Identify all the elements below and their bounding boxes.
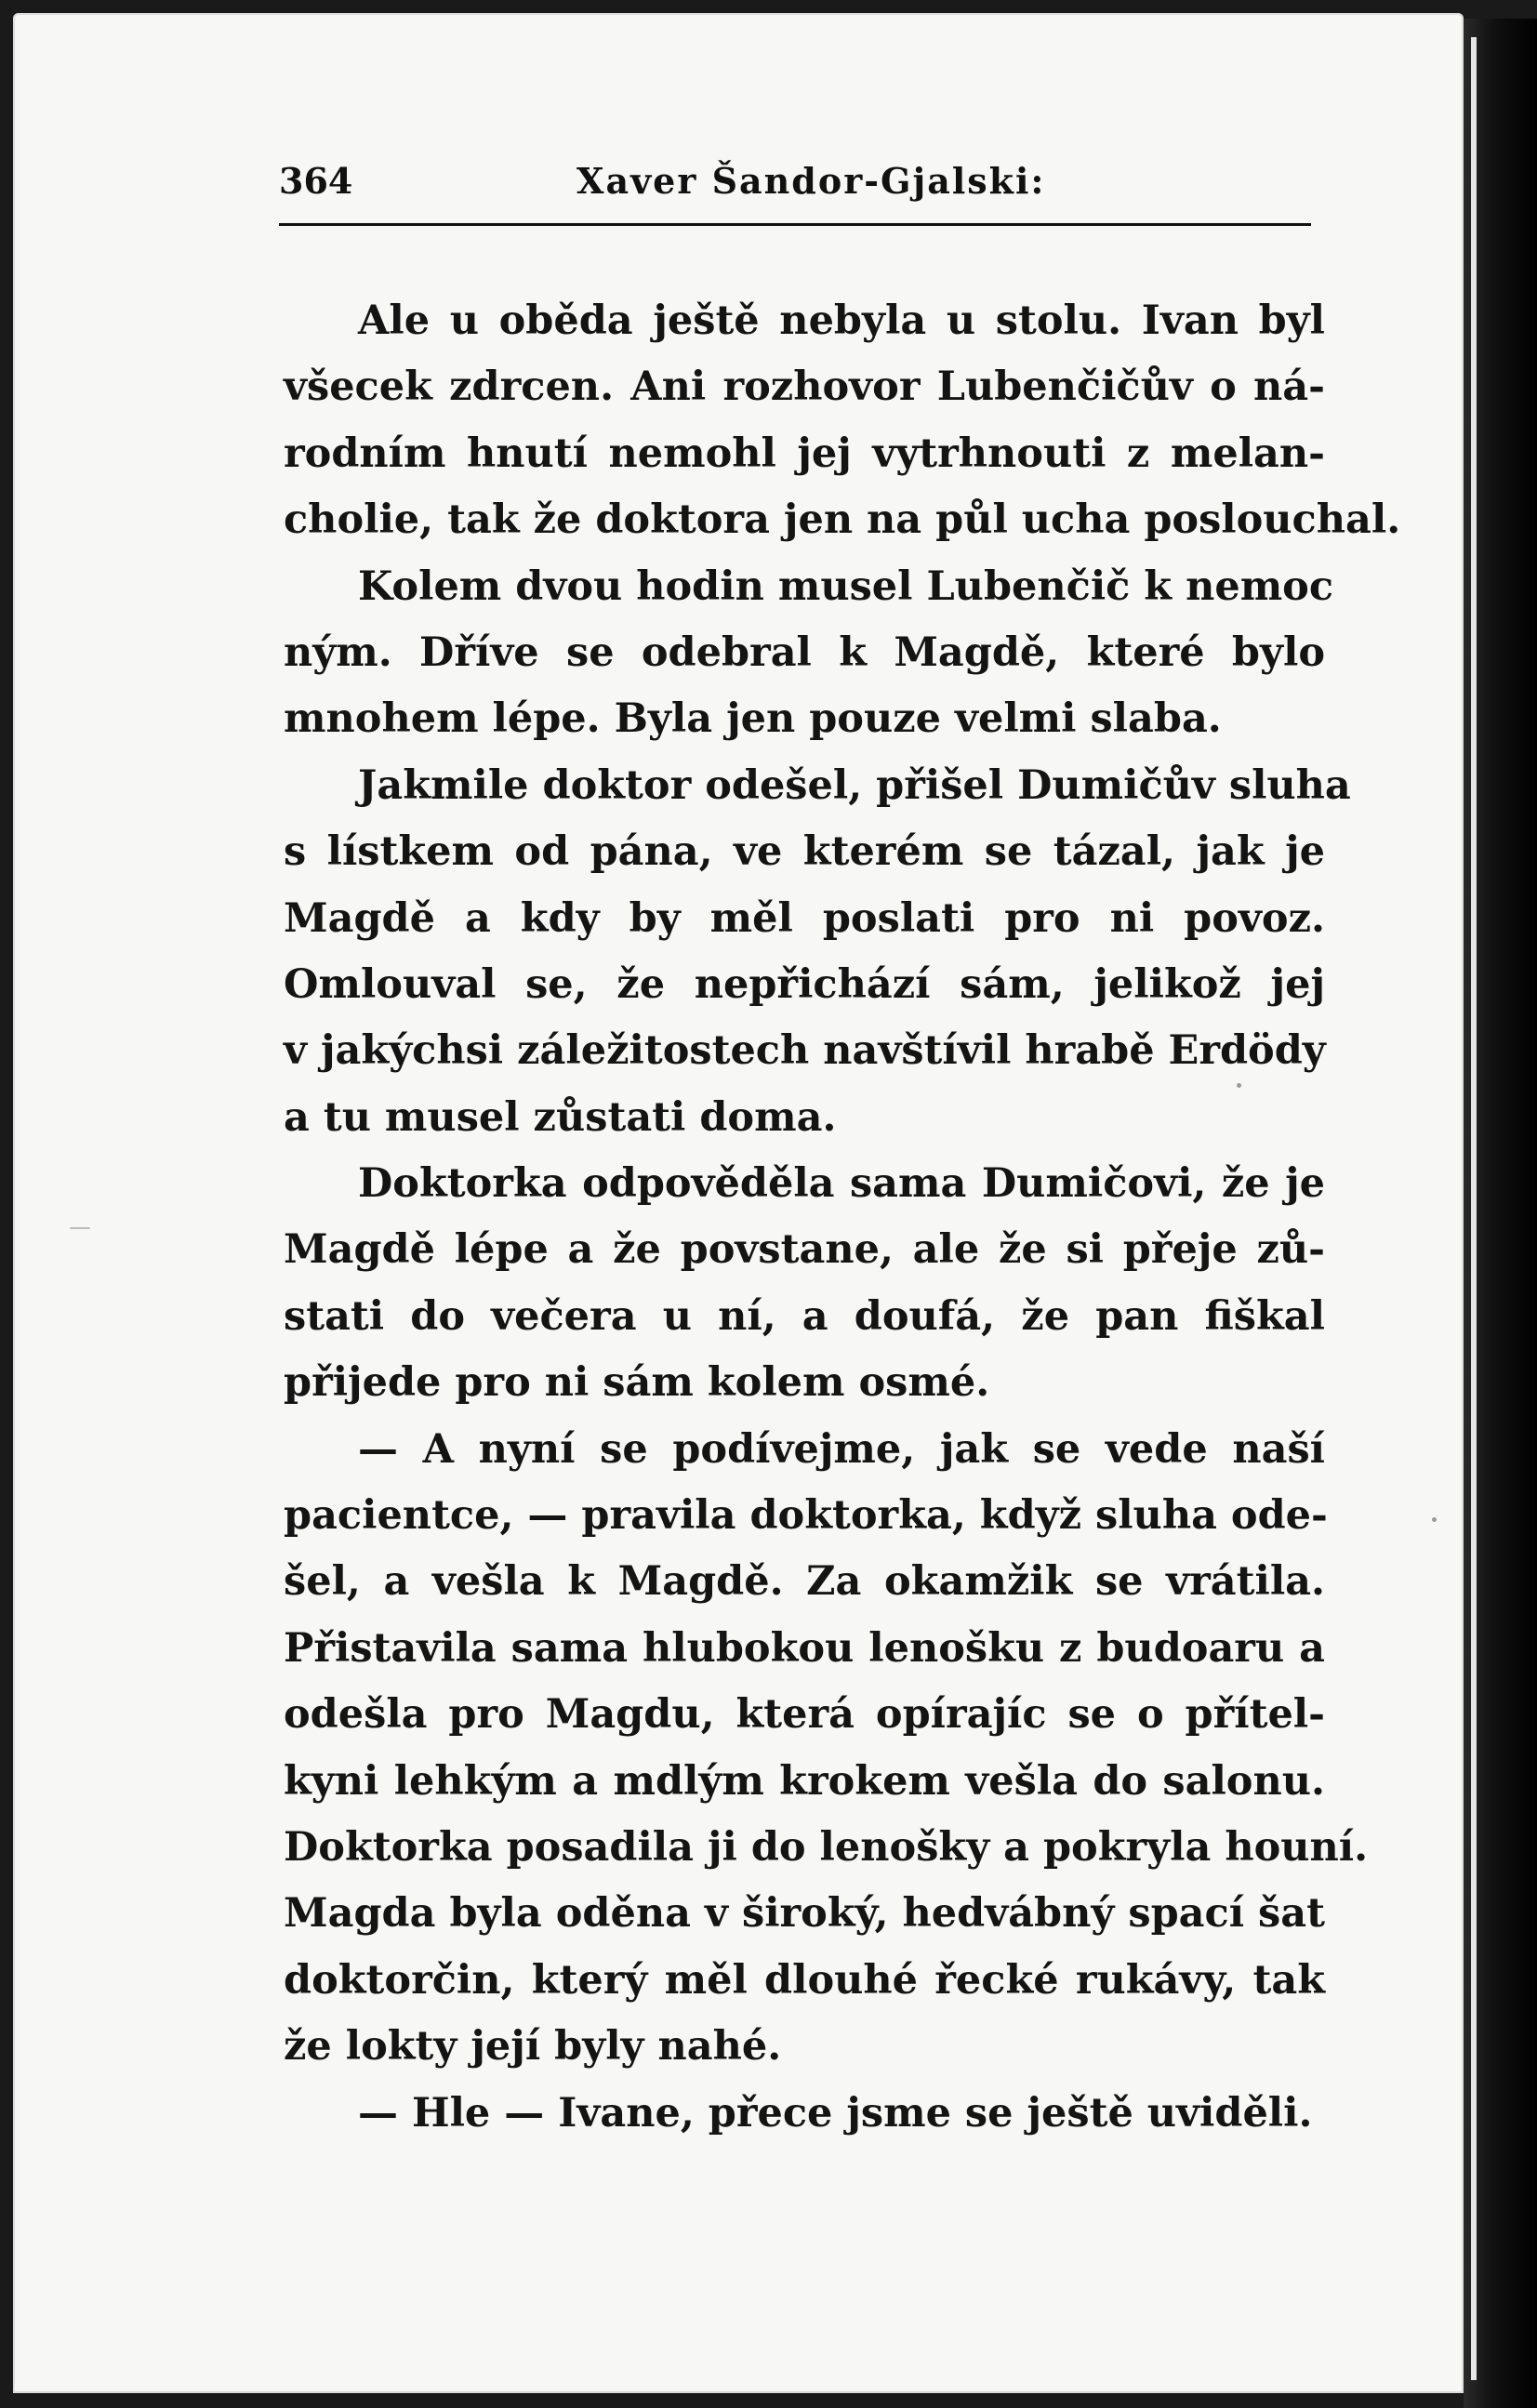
text-line: doktorčin, který měl dlouhé řecké rukávy, tak (284, 1956, 1325, 2004)
text-line: Doktorka odpověděla sama Dumičovi, že je (358, 1160, 1325, 1208)
text-line: Magda byla oděna v široký, hedvábný spací šat (284, 1890, 1325, 1938)
text-line: cholie, tak že doktora jen na půl ucha poslouchal. (284, 496, 1401, 544)
paper-speck (1432, 1517, 1437, 1522)
text-line: Ale u oběda ještě nebyla u stolu. Ivan byl (358, 298, 1325, 344)
page-header (279, 160, 1330, 216)
text-line: přijede pro ni sám kolem osmé. (284, 1359, 990, 1407)
text-line: — Hle — Ivane, přece jsme se ještě uviděli. (358, 2089, 1313, 2137)
text-line: šel, a vešla k Magdě. Za okamžik se vrátila. (284, 1558, 1325, 1606)
text-line: Magdě a kdy by měl poslati pro ni povoz. (284, 894, 1325, 942)
page-number: 364 (279, 160, 353, 202)
text-line: Omlouval se, že nepřichází sám, jelikož jej (284, 960, 1325, 1008)
text-line: pacientce, — pravila doktorka, když sluha ode- (284, 1492, 1328, 1540)
text-line: mnohem lépe. Byla jen pouze velmi slaba. (284, 695, 1222, 743)
text-line: všecek zdrcen. Ani rozhovor Lubenčičův o ná- (284, 364, 1325, 411)
text-line: a tu musel zůstati doma. (284, 1093, 837, 1141)
text-line: rodním hnutí nemohl jej vytrhnouti z melan- (284, 430, 1325, 477)
text-line: Kolem dvou hodin musel Lubenčič k nemoc (358, 562, 1334, 610)
text-line: Jakmile doktor odešel, přišel Dumičův sluha (358, 761, 1351, 809)
text-line: Doktorka posadila ji do lenošky a pokryla houní. (284, 1823, 1369, 1871)
header-rule (279, 223, 1311, 226)
text-line: kyni lehkým a mdlým krokem vešla do salonu. (284, 1757, 1325, 1805)
text-line: v jakýchsi záležitostech navštívil hrabě Erdödy (284, 1027, 1326, 1075)
text-line: Magdě lépe a že povstane, ale že si přeje zů- (284, 1226, 1325, 1274)
text-line: s lístkem od pána, ve kterém se tázal, jak je (284, 828, 1325, 876)
paper-speck (70, 1227, 90, 1229)
text-line: Přistavila sama hlubokou lenošku z budoaru a (284, 1624, 1325, 1672)
body-text (284, 288, 1401, 2147)
text-line: stati do večera u ní, a doufá, že pan fiškal (284, 1292, 1325, 1340)
paper-speck (1237, 1083, 1241, 1088)
text-line: odešla pro Magdu, která opírajíc se o přítel- (284, 1691, 1325, 1739)
text-line: ným. Dříve se odebral k Magdě, které bylo (284, 628, 1325, 676)
running-head: Xaver Šandor-Gjalski: (576, 160, 1046, 202)
text-line: že lokty její byly nahé. (284, 2023, 782, 2071)
page-edge-strip (1471, 37, 1477, 2380)
text-line: — A nyní se podívejme, jak se vede naší (358, 1425, 1325, 1473)
